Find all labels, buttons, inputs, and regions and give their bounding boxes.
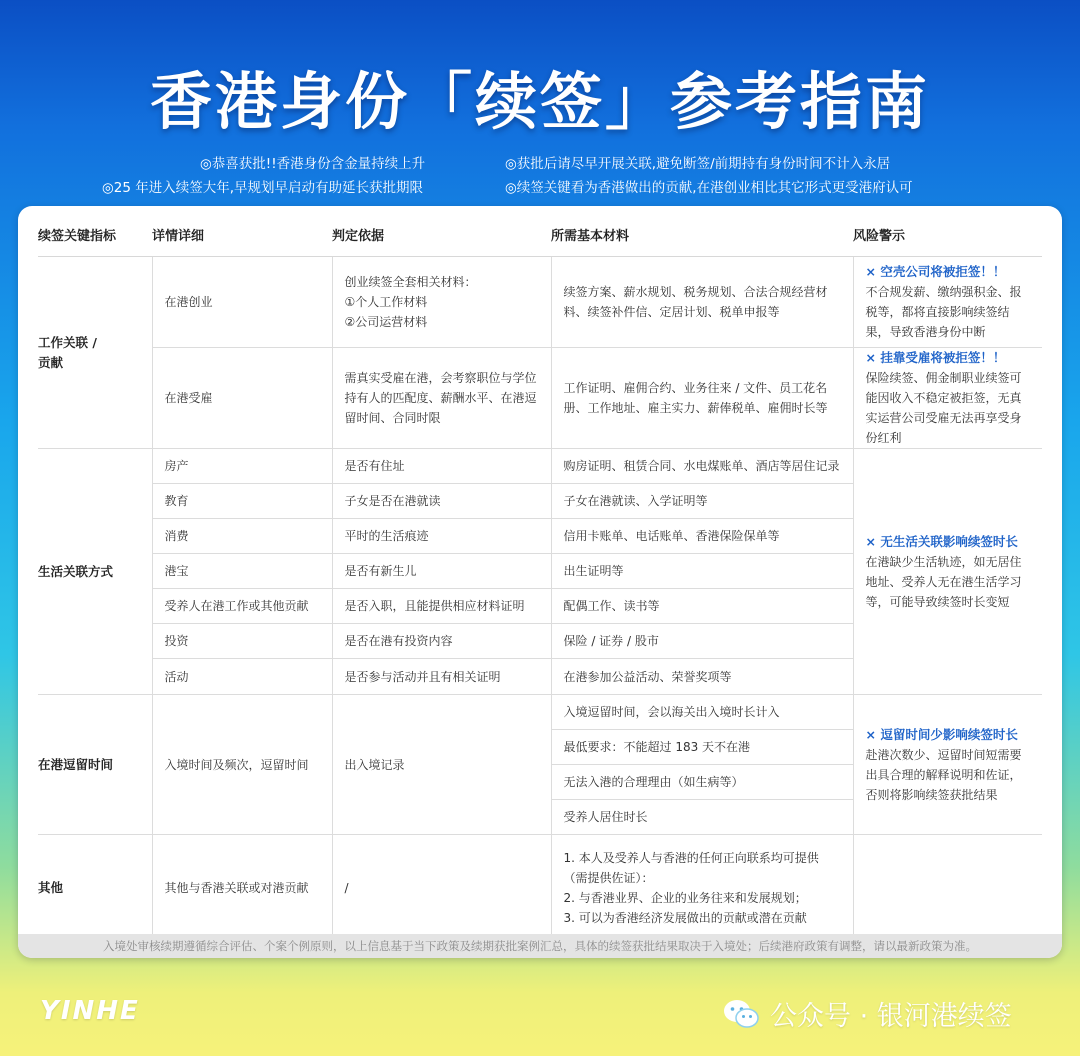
key-work: 工作关联 / 贡献 (38, 257, 152, 449)
wechat-icon (722, 998, 760, 1030)
materials-cell: 信用卡账单、电话账单、香港保险保单等 (551, 519, 853, 554)
basis-line: ②公司运营材料 (344, 315, 428, 329)
detail-cell: 投资 (152, 624, 332, 659)
materials-cell: 出生证明等 (551, 554, 853, 589)
wechat-account-name: 公众号 · 银河港续签 (770, 1001, 1012, 1032)
note-3: ◎25 年进入续签大年,早规划早启动有助延长获批期限 (102, 180, 424, 196)
materials-cell: 受养人居住时长 (551, 800, 853, 835)
detail-cell: 入境时间及频次，逗留时间 (152, 695, 332, 835)
materials-line: 3. 可以为香港经济发展做出的贡献或潜在贡献 (563, 910, 807, 925)
basis-cell: 出入境记录 (332, 695, 551, 835)
detail-cell: 在港受雇 (152, 348, 332, 449)
basis-cell: 是否入职，且能提供相应材料证明 (332, 589, 551, 624)
risk-cell (853, 835, 1042, 941)
detail-cell: 受养人在港工作或其他贡献 (152, 589, 332, 624)
guide-table-card (18, 206, 1062, 958)
table-row (38, 695, 1042, 730)
note-2: ◎获批后请尽早开展关联,避免断签/前期持有身份时间不计入永居 (505, 156, 891, 172)
table-row (38, 449, 1042, 484)
basis-cell: 子女是否在港就读 (332, 484, 551, 519)
basis-line: ①个人工作材料 (344, 295, 428, 309)
materials-line: 1. 本人及受养人与香港的任何正向联系均可提供（需提供佐证）： (563, 850, 819, 885)
wechat-account (722, 994, 1012, 1033)
table-row (38, 835, 1042, 941)
risk-cell (853, 695, 1042, 835)
header-key: 续签关键指标 (38, 212, 152, 257)
risk-title: × 挂靠受雇将被拒签！！ (865, 350, 1006, 365)
materials-cell: 在港参加公益活动、荣誉奖项等 (551, 659, 853, 695)
detail-cell: 港宝 (152, 554, 332, 589)
risk-body: 不合规发薪、缴纳强积金、报税等，都将直接影响续签结果，导致香港身份中断 (865, 285, 1022, 339)
materials-cell: 保险 / 证券 / 股市 (551, 624, 853, 659)
basis-cell: 是否参与活动并且有相关证明 (332, 659, 551, 695)
basis-line: 创业续签全套相关材料： (344, 275, 477, 289)
risk-body: 在港缺少生活轨迹，如无居住地址、受养人无在港生活学习等，可能导致续签时长变短 (865, 554, 1022, 609)
header-detail: 详情详细 (152, 212, 332, 257)
materials-cell: 入境逗留时间，会以海关出入境时长计入 (551, 695, 853, 730)
materials-cell: 配偶工作、读书等 (551, 589, 853, 624)
risk-cell (853, 257, 1042, 348)
table-header-row (38, 212, 1042, 257)
header-materials: 所需基本材料 (551, 212, 853, 257)
key-other: 其他 (38, 835, 152, 941)
table-row (38, 257, 1042, 348)
renewal-guide-table (38, 212, 1042, 941)
detail-cell: 房产 (152, 449, 332, 484)
materials-cell: 子女在港就读、入学证明等 (551, 484, 853, 519)
detail-cell: 在港创业 (152, 257, 332, 348)
risk-cell (853, 348, 1042, 449)
materials-cell: 最低要求：不能超过 183 天不在港 (551, 730, 853, 765)
detail-cell: 活动 (152, 659, 332, 695)
key-life: 生活关联方式 (38, 449, 152, 695)
key-stay: 在港逗留时间 (38, 695, 152, 835)
risk-cell (853, 449, 1042, 695)
materials-cell (551, 835, 853, 941)
header-basis: 判定依据 (332, 212, 551, 257)
footnote: 入境处审核续期遵循综合评估、个案个例原则，以上信息基于当下政策及续期获批案例汇总，具体的续签获批结果取决于入境处；后续港府政策有调整，请以最新政策为准。 (18, 934, 1062, 958)
note-1: ◎恭喜获批!!香港身份含金量持续上升 (200, 156, 426, 172)
basis-cell: 是否在港有投资内容 (332, 624, 551, 659)
risk-title: × 无生活关联影响续签时长 (865, 533, 1018, 549)
basis-cell (332, 257, 551, 348)
materials-line: 2. 与香港业界、企业的业务往来和发展规划； (563, 890, 807, 905)
basis-cell: 平时的生活痕迹 (332, 519, 551, 554)
materials-cell: 续签方案、薪水规划、税务规划、合法合规经营材料、续签补件信、定居计划、税单申报等 (551, 257, 853, 348)
risk-body: 赴港次数少、逗留时间短需要出具合理的解释说明和佐证，否则将影响续签获批结果 (865, 747, 1022, 802)
risk-body: 保险续签、佣金制职业续签可能因收入不稳定被拒签，无真实运营公司受雇无法再享受身份红利 (865, 371, 1022, 445)
risk-title: × 逗留时间少影响续签时长 (865, 726, 1018, 742)
materials-cell: 工作证明、雇佣合约、业务往来 / 文件、员工花名册、工作地址、雇主实力、薪俸税单、雇佣时长等 (551, 348, 853, 449)
basis-cell: / (332, 835, 551, 941)
materials-cell: 无法入港的合理理由（如生病等） (551, 765, 853, 800)
risk-title: × 空壳公司将被拒签！！ (865, 264, 1006, 279)
table-row (38, 348, 1042, 449)
header-risk: 风险警示 (853, 212, 1042, 257)
brand-logo: YINHE (40, 996, 140, 1026)
note-4: ◎续签关键看为香港做出的贡献,在港创业相比其它形式更受港府认可 (505, 180, 913, 196)
detail-cell: 教育 (152, 484, 332, 519)
basis-cell: 是否有住址 (332, 449, 551, 484)
materials-cell: 购房证明、租赁合同、水电煤账单、酒店等居住记录 (551, 449, 853, 484)
detail-cell: 消费 (152, 519, 332, 554)
basis-cell: 需真实受雇在港，会考察职位与学位持有人的匹配度、薪酬水平、在港逗留时间、合同时限 (332, 348, 551, 449)
basis-cell: 是否有新生儿 (332, 554, 551, 589)
page-title: 香港身份「续签」参考指南 (149, 65, 930, 138)
detail-cell: 其他与香港关联或对港贡献 (152, 835, 332, 941)
